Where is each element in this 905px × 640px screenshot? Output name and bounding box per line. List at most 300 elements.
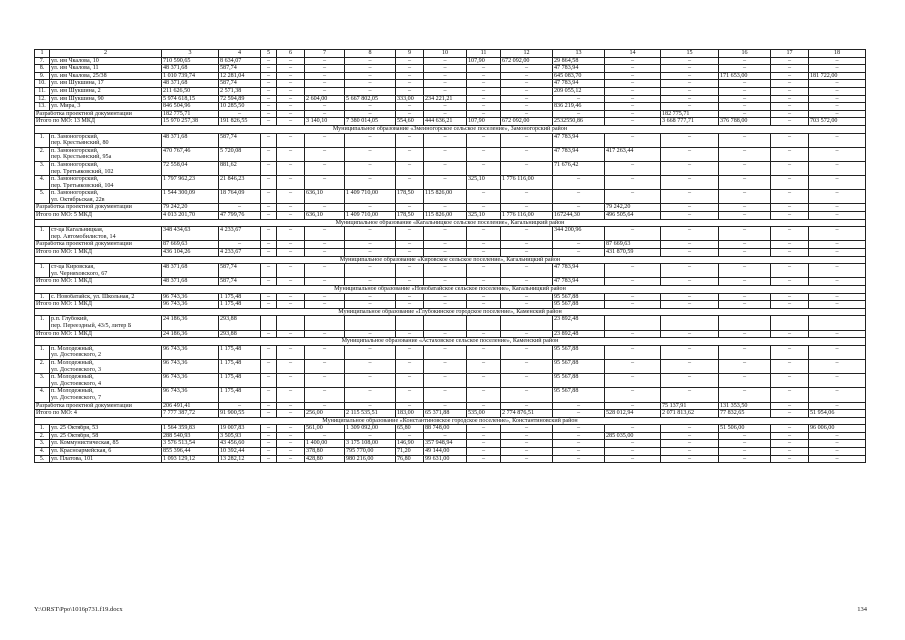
table-cell: – [261, 95, 277, 103]
table-cell: – [396, 345, 424, 359]
column-number-7: 7 [305, 50, 345, 58]
table-cell: – [396, 65, 424, 73]
table-cell: – [424, 227, 467, 241]
row-number: 7. [35, 57, 50, 65]
table-cell: – [305, 176, 345, 190]
table-cell: 378,80 [305, 448, 345, 456]
row-number: 1. [35, 425, 50, 433]
table-cell: 99 631,00 [424, 455, 467, 463]
table-cell: – [771, 72, 809, 80]
table-cell: – [277, 212, 305, 220]
address-cell: п. Замоногорский, пер. Крестьянский, 95а [50, 147, 162, 161]
table-cell: – [661, 264, 719, 278]
table-cell: 96 006,00 [809, 425, 866, 433]
table-cell: – [345, 301, 396, 309]
table-cell: – [219, 241, 261, 249]
summary-label: Итого по МО: 13 МКД [35, 118, 162, 126]
summary-row [35, 118, 866, 126]
table-cell: – [771, 402, 809, 410]
table-cell: – [501, 227, 553, 241]
table-cell: 24 186,36 [162, 330, 219, 338]
table-cell: – [809, 133, 866, 147]
table-cell: – [277, 190, 305, 204]
table-cell: – [424, 103, 467, 111]
table-cell: – [261, 80, 277, 88]
table-cell: 49 144,00 [424, 448, 467, 456]
table-cell: 182 775,71 [661, 110, 719, 118]
table-cell: – [719, 227, 771, 241]
table-cell: – [345, 204, 396, 212]
table-cell: – [396, 176, 424, 190]
table-cell: – [424, 249, 467, 257]
data-table [34, 49, 866, 463]
table-cell: – [305, 204, 345, 212]
section-heading: Муниципальное образование «Кагальницкое сельское поселение», Кагальницкий район [35, 219, 866, 227]
table-cell: – [277, 264, 305, 278]
table-cell: 91 900,55 [219, 410, 261, 418]
table-cell: – [553, 241, 605, 249]
table-cell: – [605, 190, 661, 204]
table-cell: 29 864,58 [553, 57, 605, 65]
summary-row [35, 278, 866, 286]
table-cell: – [719, 330, 771, 338]
address-cell: ул. Красноармейская, 6 [50, 448, 162, 456]
table-cell: – [424, 432, 467, 440]
table-cell: – [261, 448, 277, 456]
table-cell: – [261, 57, 277, 65]
table-cell: – [605, 301, 661, 309]
summary-label: Разработка проектной документации [35, 402, 162, 410]
table-cell: 234 221,21 [424, 95, 467, 103]
table-row [35, 455, 866, 463]
table-cell: – [424, 161, 467, 175]
row-number: 4. [35, 448, 50, 456]
table-cell: – [261, 402, 277, 410]
table-cell: 1 175,48 [219, 388, 261, 402]
table-cell: 71,20 [396, 448, 424, 456]
table-cell: – [396, 432, 424, 440]
table-cell: – [261, 432, 277, 440]
table-cell: 357 948,94 [424, 440, 467, 448]
table-cell: 77 832,65 [719, 410, 771, 418]
table-row [35, 374, 866, 388]
table-cell: – [809, 448, 866, 456]
table-cell: – [809, 103, 866, 111]
table-cell: – [305, 293, 345, 301]
table-cell: 7 380 014,05 [345, 118, 396, 126]
table-cell: 95 567,88 [553, 388, 605, 402]
table-cell: – [771, 161, 809, 175]
table-cell [261, 316, 277, 330]
table-cell: – [261, 359, 277, 373]
table-cell: – [809, 95, 866, 103]
summary-label: Итого по МО: 4 [35, 410, 162, 418]
summary-row [35, 204, 866, 212]
table-cell: – [467, 264, 501, 278]
table-cell: 980 216,00 [345, 455, 396, 463]
table-cell: – [771, 388, 809, 402]
table-cell: – [661, 161, 719, 175]
table-cell: – [771, 241, 809, 249]
table-cell: – [345, 80, 396, 88]
table-cell: – [771, 359, 809, 373]
table-cell: 3 576 513,54 [162, 440, 219, 448]
table-cell: – [467, 161, 501, 175]
table-row [35, 176, 866, 190]
table-cell: – [605, 374, 661, 388]
table-cell: – [396, 103, 424, 111]
section-heading-row [35, 219, 866, 227]
table-cell: – [396, 374, 424, 388]
row-number: 13. [35, 103, 50, 111]
table-cell: – [261, 410, 277, 418]
table-cell: – [553, 432, 605, 440]
table-cell: 47 783,94 [553, 133, 605, 147]
table-cell: 1 175,48 [219, 359, 261, 373]
table-cell: – [277, 118, 305, 126]
table-cell: 167244,30 [553, 212, 605, 220]
table-cell: 2 571,38 [219, 87, 261, 95]
table-cell: – [424, 301, 467, 309]
table-cell: 18 764,09 [219, 190, 261, 204]
table-cell: 348 434,63 [162, 227, 219, 241]
table-cell: – [501, 455, 553, 463]
table-cell: 5 974 618,15 [162, 95, 219, 103]
table-cell [345, 316, 396, 330]
table-cell: – [261, 425, 277, 433]
table-cell: – [661, 227, 719, 241]
table-cell: – [305, 374, 345, 388]
table-cell: – [719, 103, 771, 111]
table-cell: 672 092,00 [501, 118, 553, 126]
table-cell: – [424, 176, 467, 190]
table-cell: 325,10 [467, 176, 501, 190]
table-cell: – [501, 95, 553, 103]
table-cell: – [501, 110, 553, 118]
table-cell: 795 770,00 [345, 448, 396, 456]
table-cell: 5 667 802,05 [345, 95, 396, 103]
summary-label: Разработка проектной документации [35, 110, 162, 118]
column-number-18: 18 [809, 50, 866, 58]
table-cell: – [809, 293, 866, 301]
column-number-11: 11 [467, 50, 501, 58]
table-cell: 587,74 [219, 278, 261, 286]
table-cell: – [261, 278, 277, 286]
document-sheet [34, 49, 864, 463]
table-cell: – [661, 241, 719, 249]
table-cell: – [467, 65, 501, 73]
table-cell: – [809, 110, 866, 118]
table-cell: 3 140,10 [305, 118, 345, 126]
table-cell: 496 505,64 [605, 212, 661, 220]
table-cell: – [467, 388, 501, 402]
table-cell: 48 371,68 [162, 133, 219, 147]
table-cell: – [771, 330, 809, 338]
table-row [35, 316, 866, 330]
table-cell: – [345, 133, 396, 147]
table-cell: – [501, 448, 553, 456]
table-cell: 96 743,36 [162, 374, 219, 388]
table-cell: – [661, 448, 719, 456]
table-cell: – [424, 402, 467, 410]
table-cell: – [719, 204, 771, 212]
table-cell: 8 634,07 [219, 57, 261, 65]
table-cell: – [771, 432, 809, 440]
table-cell: – [605, 72, 661, 80]
table-cell: – [501, 374, 553, 388]
table-cell: – [661, 190, 719, 204]
table-row [35, 161, 866, 175]
table-cell: – [501, 204, 553, 212]
table-cell: – [467, 402, 501, 410]
table-cell: 1 776 116,00 [501, 176, 553, 190]
table-cell: – [219, 204, 261, 212]
table-cell: – [553, 410, 605, 418]
table-cell: – [771, 264, 809, 278]
table-cell: – [424, 330, 467, 338]
table-cell: – [719, 345, 771, 359]
table-cell: – [719, 374, 771, 388]
table-cell: 1 409 710,00 [345, 190, 396, 204]
table-cell: – [661, 249, 719, 257]
table-cell: 846 504,96 [162, 103, 219, 111]
table-cell: – [719, 241, 771, 249]
table-cell: 703 572,00 [809, 118, 866, 126]
table-cell: – [467, 133, 501, 147]
table-cell: – [605, 95, 661, 103]
section-heading-row [35, 256, 866, 264]
table-cell: – [553, 204, 605, 212]
table-cell: 1 175,48 [219, 345, 261, 359]
table-cell: – [719, 359, 771, 373]
table-cell: 2 071 813,62 [661, 410, 719, 418]
table-cell: – [553, 402, 605, 410]
table-cell: – [261, 204, 277, 212]
table-cell: – [809, 345, 866, 359]
row-number: 1. [35, 264, 50, 278]
address-cell: ул. им Чкалова, 25/38 [50, 72, 162, 80]
table-cell: 107,90 [467, 57, 501, 65]
row-number: 5. [35, 455, 50, 463]
address-cell: ул. им Чкалова, 10 [50, 57, 162, 65]
section-heading: Муниципальное образование «Кировское сельское поселение», Кагальницкий район [35, 256, 866, 264]
table-row [35, 448, 866, 456]
table-cell: 285 035,00 [605, 432, 661, 440]
table-cell: – [345, 432, 396, 440]
table-cell: – [661, 374, 719, 388]
row-number: 3. [35, 440, 50, 448]
table-cell: 47 783,94 [553, 65, 605, 73]
table-cell: – [719, 133, 771, 147]
table-cell: – [467, 147, 501, 161]
summary-row [35, 110, 866, 118]
table-cell: 209 055,12 [553, 87, 605, 95]
column-number-1: 1 [35, 50, 50, 58]
table-cell: – [661, 95, 719, 103]
table-cell: – [809, 388, 866, 402]
table-cell: 256,00 [305, 410, 345, 418]
table-cell: – [771, 118, 809, 126]
table-cell: 1 400,00 [305, 440, 345, 448]
table-row [35, 359, 866, 373]
column-number-6: 6 [277, 50, 305, 58]
table-cell [771, 316, 809, 330]
table-cell: – [345, 103, 396, 111]
table-cell: – [661, 87, 719, 95]
table-cell: 535,00 [467, 410, 501, 418]
table-cell: – [467, 293, 501, 301]
table-cell: – [261, 103, 277, 111]
table-cell: – [719, 57, 771, 65]
table-cell: – [277, 345, 305, 359]
address-cell: п. Молодежный, ул. Достоевского, 7 [50, 388, 162, 402]
table-cell: 72 558,04 [162, 161, 219, 175]
table-cell: 333,00 [396, 95, 424, 103]
table-cell: – [305, 147, 345, 161]
table-cell: – [277, 293, 305, 301]
table-cell: – [467, 87, 501, 95]
table-cell: – [261, 212, 277, 220]
table-cell: – [809, 278, 866, 286]
table-cell: – [424, 204, 467, 212]
table-cell: – [661, 440, 719, 448]
table-cell: – [809, 147, 866, 161]
table-cell: – [467, 440, 501, 448]
table-cell: – [809, 212, 866, 220]
table-cell: – [305, 432, 345, 440]
table-cell: 293,88 [219, 316, 261, 330]
summary-row [35, 212, 866, 220]
table-row [35, 293, 866, 301]
table-cell: – [771, 110, 809, 118]
table-cell: 636,10 [305, 190, 345, 204]
table-cell: 710 590,65 [162, 57, 219, 65]
table-cell: – [345, 264, 396, 278]
table-cell [305, 316, 345, 330]
table-cell: 1 776 116,00 [501, 212, 553, 220]
table-cell: – [771, 176, 809, 190]
address-cell: п. Замоногорский, ул. Октябрьская, 22в [50, 190, 162, 204]
table-cell: – [277, 161, 305, 175]
table-cell: – [771, 227, 809, 241]
table-cell: 76,80 [396, 455, 424, 463]
table-cell: – [501, 103, 553, 111]
table-cell: 96 743,36 [162, 359, 219, 373]
table-cell: – [501, 388, 553, 402]
table-cell: – [661, 278, 719, 286]
table-cell: – [424, 57, 467, 65]
table-cell: 587,74 [219, 133, 261, 147]
table-cell: 95 567,88 [553, 345, 605, 359]
table-cell: – [261, 374, 277, 388]
table-cell: – [261, 133, 277, 147]
table-cell: – [605, 425, 661, 433]
table-cell: – [277, 204, 305, 212]
row-number: 5. [35, 190, 50, 204]
table-cell: – [261, 330, 277, 338]
table-cell: – [605, 87, 661, 95]
table-cell: – [424, 72, 467, 80]
address-cell: ул. им Чкалова, 11 [50, 65, 162, 73]
table-cell: – [305, 110, 345, 118]
table-cell: 1 093 129,12 [162, 455, 219, 463]
table-cell: – [467, 241, 501, 249]
table-cell: – [661, 212, 719, 220]
table-cell: 12 281,04 [219, 72, 261, 80]
table-cell: – [661, 176, 719, 190]
table-cell: 87 669,63 [162, 241, 219, 249]
summary-label: Разработка проектной документации [35, 204, 162, 212]
table-cell: – [501, 264, 553, 278]
table-cell: 107,90 [467, 118, 501, 126]
table-cell: – [396, 249, 424, 257]
table-cell: 528 012,94 [605, 410, 661, 418]
column-number-5: 5 [261, 50, 277, 58]
table-cell: – [277, 80, 305, 88]
table-cell: – [396, 301, 424, 309]
table-cell: – [605, 330, 661, 338]
table-cell: – [261, 388, 277, 402]
table-header-row [35, 50, 866, 58]
table-cell: 855 396,44 [162, 448, 219, 456]
table-cell: – [771, 80, 809, 88]
table-cell: – [501, 345, 553, 359]
table-cell: – [345, 72, 396, 80]
table-cell: – [501, 133, 553, 147]
table-cell: – [305, 359, 345, 373]
table-cell: – [501, 161, 553, 175]
table-cell: 183,00 [396, 410, 424, 418]
table-cell: – [261, 72, 277, 80]
table-cell: – [719, 278, 771, 286]
table-cell: – [809, 432, 866, 440]
table-row [35, 65, 866, 73]
table-cell: – [553, 176, 605, 190]
table-cell: 65,80 [396, 425, 424, 433]
table-cell: – [467, 374, 501, 388]
table-cell: – [396, 227, 424, 241]
table-cell: – [501, 425, 553, 433]
table-row [35, 190, 866, 204]
address-cell: ст-ца Кировская, ул. Черняховского, 67 [50, 264, 162, 278]
table-cell: – [305, 57, 345, 65]
table-row [35, 440, 866, 448]
table-cell: – [345, 161, 396, 175]
table-row [35, 103, 866, 111]
table-cell: – [719, 110, 771, 118]
table-cell: – [501, 301, 553, 309]
table-cell: 3 175 108,00 [345, 440, 396, 448]
column-number-15: 15 [661, 50, 719, 58]
table-row [35, 147, 866, 161]
table-cell: 47 783,94 [553, 147, 605, 161]
address-cell: п. Замоногорский, пер. Третьяковский, 102 [50, 161, 162, 175]
table-cell: – [305, 264, 345, 278]
table-cell: – [605, 278, 661, 286]
table-cell: – [424, 133, 467, 147]
table-cell: – [771, 133, 809, 147]
table-cell [661, 316, 719, 330]
table-cell: 1 797 962,23 [162, 176, 219, 190]
table-cell: 48 371,68 [162, 80, 219, 88]
table-cell: – [305, 133, 345, 147]
table-cell: – [345, 388, 396, 402]
table-row [35, 133, 866, 147]
table-cell: – [277, 278, 305, 286]
row-number: 2. [35, 432, 50, 440]
table-cell: 3 505,93 [219, 432, 261, 440]
row-number: 9. [35, 72, 50, 80]
